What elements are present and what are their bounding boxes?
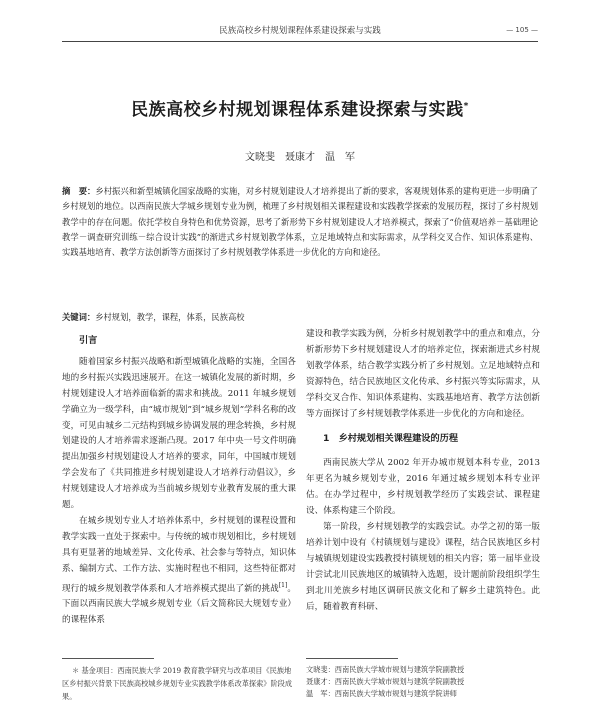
author-notes bbox=[306, 664, 546, 700]
body-paragraph: 第一阶段，乡村规划教学的实践尝试。办学之初的第一版培养计划中设有《村镇规划与建设》课程，结合民族地区乡村与城镇规划建设实践教授村镇规划的相关内容；第一届毕业设计尝试北川民族地区的城镇特入选题，设计题前阶段组织学生到北川羌族乡村地区调研民族文化和了解乡土建筑特色。此后，随着教育科研、 bbox=[306, 521, 540, 612]
title-footnote-mark: * bbox=[463, 101, 469, 112]
section-heading-intro: 引言 bbox=[79, 335, 98, 346]
author-note: 聂康才：西南民族大学城市规划与建筑学院副教授 bbox=[306, 677, 465, 686]
footnote-rule bbox=[62, 658, 154, 659]
body-paragraph: 西南民族大学从 2002 年开办城市规划本科专业，2013 年更名为城乡规划专业，2016 年通过城乡规划本科专业评估。在办学过程中，乡村规划教学经历了实践尝试、课程建设、体系构建三个阶段。 bbox=[306, 458, 540, 517]
article-title-text: 民族高校乡村规划课程体系建设探索与实践 bbox=[131, 100, 464, 120]
body-paragraph: 在城乡规划专业人才培养体系中，乡村规划的课程设置和教学实践一直处于探索中。与传统的城市规划相比，乡村规划具有更显著的地域差异、文化传承、社会参与等特点，知识体系、编制方式、工作方法、实施时程也不相同，这些特征都对现行的城乡规划教学体系和人才培养模式提出了新的挑战[1]。下面以西南民族大学城乡规划专业（后文简称民大规划专业）的课程体系 bbox=[62, 515, 296, 626]
abstract-text: 乡村振兴和新型城镇化国家战略的实施，对乡村规划建设人才培养提出了新的要求，客观规划体系的建构更进一步明确了乡村规划的地位。以西南民族大学城乡规划专业为例，梳理了乡村规划相关课程建设和实践教学探索的发展历程，探讨了乡村规划教学中的存在问题。依托学校自身特色和优势资源，思考了新形势下乡村规划建设人才培养模式，探索了“价值观培养－基础理论教学－调查研究训练－综合设计实践”的渐进式乡村规划教学体系，立足地域特点和实际需求，从学科交叉合作、知识体系建构、实践基地培育、教学方法创新等方面探讨了乡村规划教学体系进一步优化的方向和途径。 bbox=[62, 186, 538, 258]
keywords bbox=[62, 311, 538, 323]
body-column-left bbox=[62, 327, 296, 629]
header-rule bbox=[62, 41, 538, 42]
citation-ref: [1] bbox=[278, 581, 288, 589]
abstract bbox=[62, 184, 538, 260]
author-note: 文晓斐：西南民族大学城市规划与建筑学院副教授 bbox=[306, 665, 465, 674]
body-paragraph: 建设和教学实践为例，分析乡村规划教学中的重点和难点，分析新形势下乡村规划建设人才的培养定位，探索渐进式乡村规划教学体系，结合教学实践分析了乡村规划。立足地域特点和资源特色，结合民族地区文化传承、乡村振兴等实际需求，从学科交叉合作、知识体系建构、实践基地培育、教学方法创新等方面探讨了乡村规划教学体系进一步优化的方向和途径。 bbox=[306, 329, 540, 419]
keywords-label: 关键词： bbox=[62, 312, 96, 322]
article-title bbox=[0, 95, 600, 120]
author-note: 温 军：西南民族大学城市规划与建筑学院讲师 bbox=[306, 689, 457, 698]
body-paragraph: 随着国家乡村振兴战略和新型城镇化战略的实施，全国各地的乡村振兴实践迅速展开。在这一城镇化发展的新时期，乡村规划建设人才培养面临新的需求和挑战。2011 年城乡规划学确立为一级学科，由“城市规划”到“城乡规划”学科名称的改变，可见由城乡二元结构到城乡协调发展的理念转换，乡村规划建设的人才培养需求逐渐凸现。2017 年中央一号文件明确提出加强乡村规划建设人才培养的要求，同年，中国城市规划学会发布了《共同推进乡村规划建设人才培养行动倡议》，乡村规划建设人才培养成为当前城乡规划专业教育发展的重大课题。 bbox=[62, 356, 296, 511]
footnote-rule bbox=[306, 658, 398, 659]
abstract-label: 摘 要： bbox=[62, 186, 96, 196]
section-heading-1: 1 乡村规划相关课程建设的历程 bbox=[323, 433, 459, 445]
page-number: — 105 — bbox=[506, 26, 538, 34]
keywords-text: 乡村规划，教学，课程，体系，民族高校 bbox=[95, 312, 245, 322]
running-header: 民族高校乡村规划课程体系建设探索与实践 bbox=[219, 26, 381, 36]
authors: 文晓斐 聂康才 温 军 bbox=[245, 152, 355, 163]
body-column-right bbox=[306, 327, 540, 615]
funding-footnote: ＊ 基金项目：西南民族大学 2019 教育教学研究与改革项目《民族地区乡村振兴背景下民族高校城乡规划专业实践教学体系改革探索》阶段成果。 bbox=[62, 666, 293, 701]
